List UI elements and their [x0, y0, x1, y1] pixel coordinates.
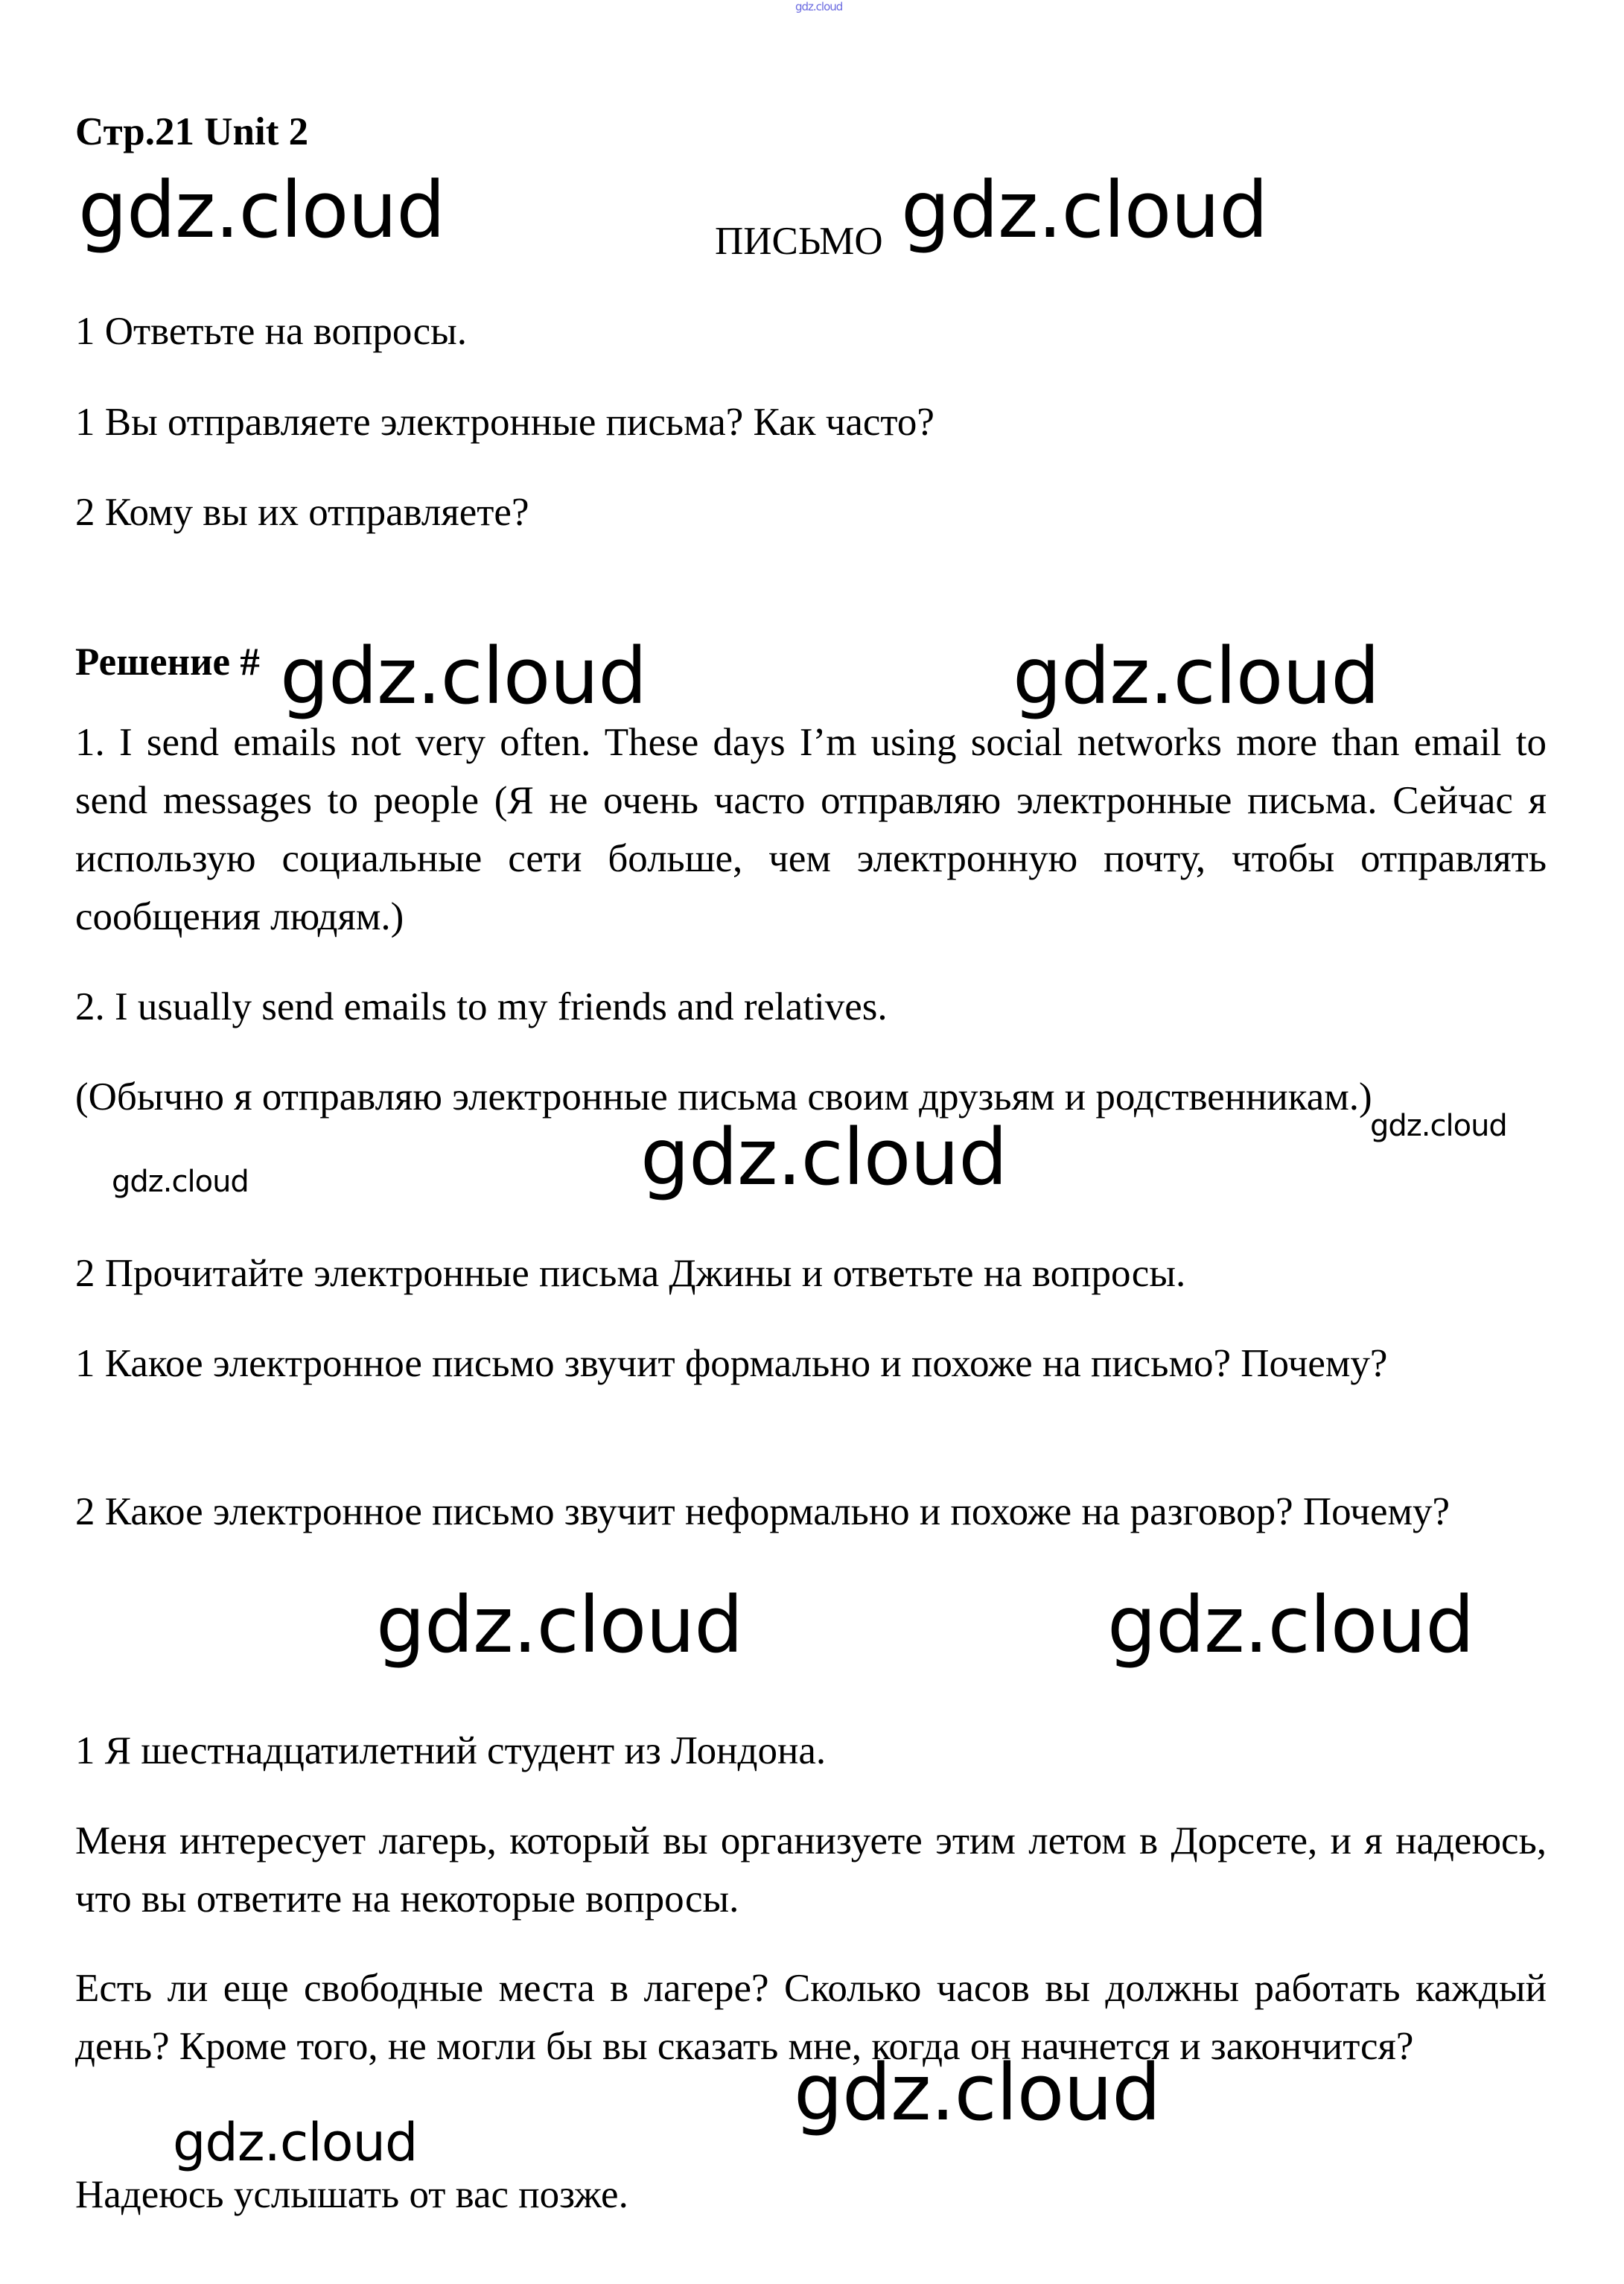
topic-title: ПИСЬМО: [715, 220, 883, 263]
task1-question-2: 2 Кому вы их отправляете?: [75, 491, 529, 534]
watermark-8: gdz.cloud: [376, 1580, 743, 1670]
email1-paragraph-2: Меня интересует лагерь, который вы организуете этим летом в Дорсете, и я надеюсь, что вы ответите на некоторые вопросы.: [75, 1819, 1547, 1921]
watermark-top: gdz.cloud: [795, 0, 843, 13]
task2-title: 2 Прочитайте электронные письма Джины и ответьте на вопросы.: [75, 1252, 1186, 1295]
solution-answer-2: 2. I usually send emails to my friends and relatives.: [75, 985, 888, 1028]
watermark-2: gdz.cloud: [901, 165, 1268, 255]
watermark-5: gdz.cloud: [1370, 1109, 1507, 1143]
solution-answer-2-translation: (Обычно я отправляю электронные письма своим друзьям и родственникам.): [75, 1075, 1372, 1119]
watermark-11: gdz.cloud: [173, 2112, 418, 2173]
watermark-9: gdz.cloud: [1107, 1580, 1474, 1670]
email1-paragraph-4: Надеюсь услышать от вас позже.: [75, 2173, 628, 2216]
page-unit-heading: Стр.21 Unit 2: [75, 110, 309, 153]
watermark-1: gdz.cloud: [78, 165, 445, 255]
task1-title: 1 Ответьте на вопросы.: [75, 310, 468, 353]
task2-question-2: 2 Какое электронное письмо звучит неформально и похоже на разговор? Почему?: [75, 1490, 1451, 1533]
watermark-3: gdz.cloud: [280, 631, 647, 722]
solution-heading: Решение #: [75, 640, 260, 684]
solution-answer-1: 1. I send emails not very often. These days I’m using social networks more than email to send messages to people (Я не очень часто отправляю электронные письма. Сейчас я использую социальные сети больше, чем электронную почту, чтобы отправлять сообщения людям.): [75, 721, 1547, 938]
task2-question-1: 1 Какое электронное письмо звучит формально и похоже на письмо? Почему?: [75, 1342, 1388, 1385]
watermark-10: gdz.cloud: [794, 2047, 1161, 2138]
watermark-6: gdz.cloud: [112, 1165, 249, 1199]
email1-paragraph-3: Есть ли еще свободные места в лагере? Сколько часов вы должны работать каждый день? Кроме того, не могли бы вы сказать мне, когда он начнется и закончится?: [75, 1967, 1547, 2068]
task1-question-1: 1 Вы отправляете электронные письма? Как часто?: [75, 401, 934, 444]
watermark-4: gdz.cloud: [1013, 631, 1380, 722]
email1-paragraph-1: 1 Я шестнадцатилетний студент из Лондона.: [75, 1729, 827, 1772]
watermark-7: gdz.cloud: [640, 1112, 1007, 1203]
